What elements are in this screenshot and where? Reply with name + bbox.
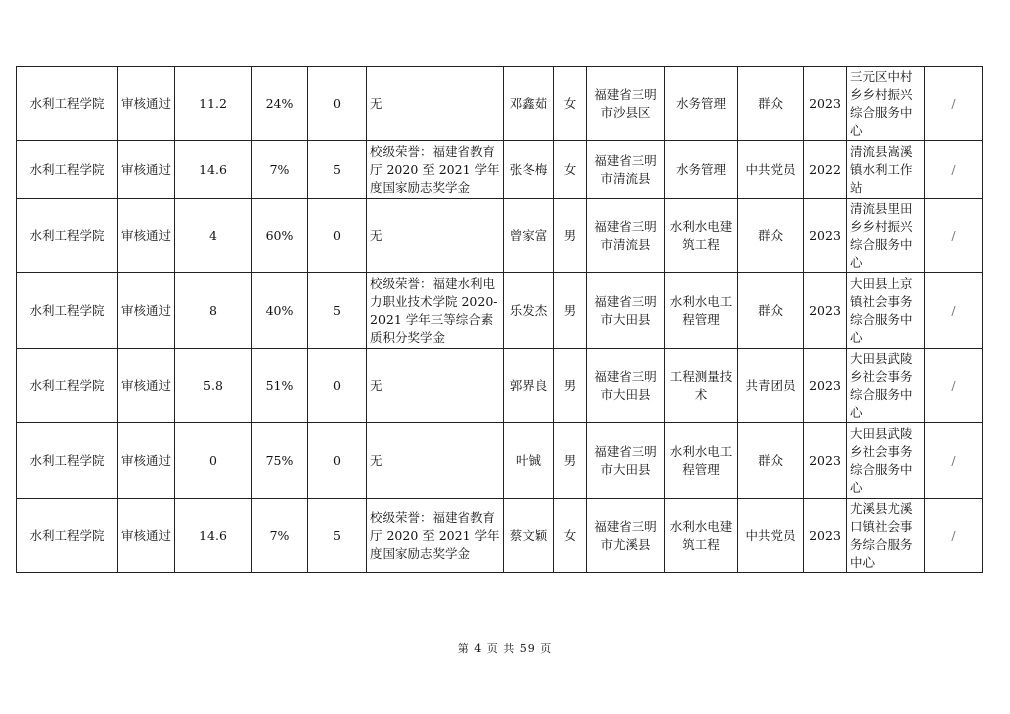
- table-row: [17, 349, 983, 423]
- honor-points-cell: 5: [308, 499, 367, 573]
- table-row: [17, 199, 983, 273]
- honors-cell: 无: [367, 199, 504, 273]
- workplace-cell: 三元区中村乡乡村振兴综合服务中心: [847, 67, 925, 141]
- major-cell: 水利水电建筑工程: [665, 199, 738, 273]
- remark-cell: /: [925, 67, 983, 141]
- college-cell: 水利工程学院: [17, 141, 118, 199]
- political-cell: 中共党员: [738, 141, 804, 199]
- workplace-cell: 大田县武陵乡社会事务综合服务中心: [847, 349, 925, 423]
- origin-cell: 福建省三明市尤溪县: [587, 499, 665, 573]
- honor-points-cell: 0: [308, 67, 367, 141]
- year-cell: 2023: [804, 199, 847, 273]
- ratio-cell: 40%: [252, 273, 308, 349]
- year-cell: 2023: [804, 273, 847, 349]
- score-cell: 5.8: [175, 349, 252, 423]
- honors-cell: 无: [367, 423, 504, 499]
- major-cell: 工程测量技术: [665, 349, 738, 423]
- table-row: [17, 273, 983, 349]
- remark-cell: /: [925, 423, 983, 499]
- honor-points-cell: 0: [308, 349, 367, 423]
- political-cell: 中共党员: [738, 499, 804, 573]
- ratio-cell: 7%: [252, 141, 308, 199]
- ratio-cell: 60%: [252, 199, 308, 273]
- remark-cell: /: [925, 349, 983, 423]
- college-cell: 水利工程学院: [17, 273, 118, 349]
- status-cell: 审核通过: [118, 499, 175, 573]
- major-cell: 水利水电工程管理: [665, 273, 738, 349]
- origin-cell: 福建省三明市清流县: [587, 141, 665, 199]
- workplace-cell: 尤溪县尤溪口镇社会事务综合服务中心: [847, 499, 925, 573]
- gender-cell: 男: [554, 349, 587, 423]
- name-cell: 乐发杰: [504, 273, 554, 349]
- origin-cell: 福建省三明市大田县: [587, 423, 665, 499]
- political-cell: 群众: [738, 199, 804, 273]
- honor-points-cell: 5: [308, 141, 367, 199]
- ratio-cell: 51%: [252, 349, 308, 423]
- honors-cell: 无: [367, 67, 504, 141]
- page-footer: 第 4 页 共 59 页: [457, 642, 553, 655]
- year-cell: 2023: [804, 423, 847, 499]
- gender-cell: 女: [554, 67, 587, 141]
- gender-cell: 男: [554, 273, 587, 349]
- year-cell: 2023: [804, 349, 847, 423]
- workplace-cell: 清流县里田乡乡村振兴综合服务中心: [847, 199, 925, 273]
- score-cell: 8: [175, 273, 252, 349]
- honor-points-cell: 0: [308, 423, 367, 499]
- major-cell: 水利水电建筑工程: [665, 499, 738, 573]
- honor-points-cell: 5: [308, 273, 367, 349]
- gender-cell: 男: [554, 199, 587, 273]
- gender-cell: 男: [554, 423, 587, 499]
- table-row: [17, 67, 983, 141]
- college-cell: 水利工程学院: [17, 199, 118, 273]
- name-cell: 叶铖: [504, 423, 554, 499]
- college-cell: 水利工程学院: [17, 423, 118, 499]
- major-cell: 水利水电工程管理: [665, 423, 738, 499]
- status-cell: 审核通过: [118, 67, 175, 141]
- table-row: [17, 499, 983, 573]
- year-cell: 2023: [804, 499, 847, 573]
- name-cell: 郭界良: [504, 349, 554, 423]
- remark-cell: /: [925, 499, 983, 573]
- table-row: [17, 141, 983, 199]
- origin-cell: 福建省三明市沙县区: [587, 67, 665, 141]
- gender-cell: 女: [554, 499, 587, 573]
- origin-cell: 福建省三明市大田县: [587, 349, 665, 423]
- origin-cell: 福建省三明市清流县: [587, 199, 665, 273]
- score-cell: 14.6: [175, 141, 252, 199]
- workplace-cell: 大田县武陵乡社会事务综合服务中心: [847, 423, 925, 499]
- college-cell: 水利工程学院: [17, 499, 118, 573]
- name-cell: 蔡文颖: [504, 499, 554, 573]
- honors-cell: 校级荣誉：福建省教育厅 2020 至 2021 学年度国家励志奖学金: [367, 499, 504, 573]
- workplace-cell: 清流县嵩溪镇水利工作站: [847, 141, 925, 199]
- workplace-cell: 大田县上京镇社会事务综合服务中心: [847, 273, 925, 349]
- college-cell: 水利工程学院: [17, 349, 118, 423]
- ratio-cell: 75%: [252, 423, 308, 499]
- political-cell: 群众: [738, 273, 804, 349]
- major-cell: 水务管理: [665, 141, 738, 199]
- political-cell: 群众: [738, 67, 804, 141]
- status-cell: 审核通过: [118, 423, 175, 499]
- gender-cell: 女: [554, 141, 587, 199]
- score-cell: 11.2: [175, 67, 252, 141]
- name-cell: 邓鑫茹: [504, 67, 554, 141]
- major-cell: 水务管理: [665, 67, 738, 141]
- table-row: [17, 423, 983, 499]
- political-cell: 群众: [738, 423, 804, 499]
- origin-cell: 福建省三明市大田县: [587, 273, 665, 349]
- college-cell: 水利工程学院: [17, 67, 118, 141]
- remark-cell: /: [925, 141, 983, 199]
- score-cell: 4: [175, 199, 252, 273]
- ratio-cell: 7%: [252, 499, 308, 573]
- status-cell: 审核通过: [118, 273, 175, 349]
- remark-cell: /: [925, 273, 983, 349]
- political-cell: 共青团员: [738, 349, 804, 423]
- honors-cell: 校级荣誉：福建水利电力职业技术学院 2020-2021 学年三等综合素质积分奖学金: [367, 273, 504, 349]
- status-cell: 审核通过: [118, 141, 175, 199]
- name-cell: 张冬梅: [504, 141, 554, 199]
- remark-cell: /: [925, 199, 983, 273]
- name-cell: 曾家富: [504, 199, 554, 273]
- status-cell: 审核通过: [118, 199, 175, 273]
- score-cell: 0: [175, 423, 252, 499]
- year-cell: 2022: [804, 141, 847, 199]
- year-cell: 2023: [804, 67, 847, 141]
- records-table: [16, 66, 983, 573]
- status-cell: 审核通过: [118, 349, 175, 423]
- score-cell: 14.6: [175, 499, 252, 573]
- honors-cell: 无: [367, 349, 504, 423]
- ratio-cell: 24%: [252, 67, 308, 141]
- honor-points-cell: 0: [308, 199, 367, 273]
- honors-cell: 校级荣誉：福建省教育厅 2020 至 2021 学年度国家励志奖学金: [367, 141, 504, 199]
